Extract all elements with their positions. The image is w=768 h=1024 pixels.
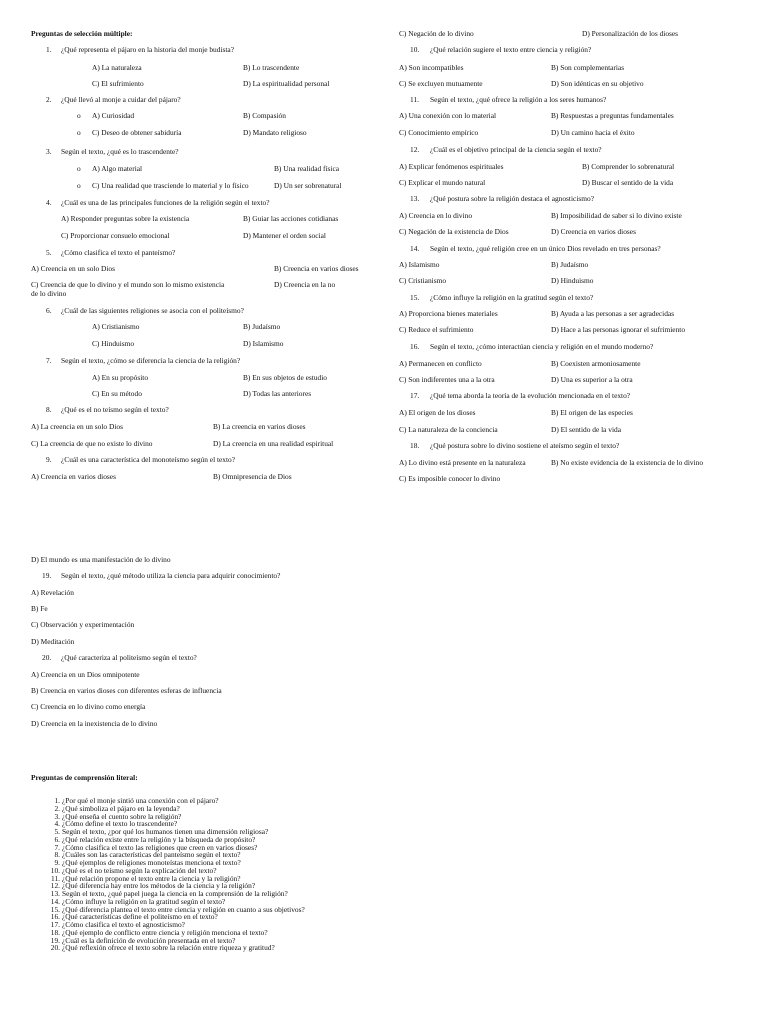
option-d: D) Hinduismo — [551, 276, 594, 285]
question-text: ¿Qué llevó al monje a cuidar del pájaro? — [61, 95, 181, 104]
option-c: C) Una realidad que trasciende lo material y lo físico — [92, 181, 249, 190]
list-item-number: 1. — [54, 796, 60, 805]
question-number: 11. — [410, 95, 419, 104]
option-a: A) Permanecen en conflicto — [399, 359, 482, 368]
option-a: A) Creencia en un Dios omnipotente — [31, 670, 140, 679]
option-b: B) Omnipresencia de Dios — [213, 472, 292, 481]
option-a: A) Algo material — [92, 164, 143, 173]
question-text: ¿Qué postura sobre la religión destaca el agnosticismo? — [430, 194, 594, 203]
option-d: D) Todas las anteriores — [243, 389, 312, 398]
option-c: C) Es imposible conocer lo divino — [399, 474, 501, 483]
option-c: C) Negación de la existencia de Dios — [399, 227, 509, 236]
option-b: B) No existe evidencia de la existencia de lo divino — [551, 458, 704, 467]
option-b: B) Ayuda a las personas a ser agradecidas — [551, 309, 675, 318]
list-item-text: ¿Qué simboliza el pájaro en la leyenda? — [62, 803, 180, 813]
option-d: D) Islamismo — [243, 339, 284, 348]
option-b: B) Creencia en varios dioses — [274, 264, 359, 273]
option-c: C) La naturaleza de la conciencia — [399, 425, 498, 434]
option-b: B) Una realidad física — [274, 164, 340, 173]
question-number: 9. — [46, 455, 52, 464]
list-item-number: 5. — [54, 827, 60, 836]
bullet-icon: o — [77, 128, 81, 137]
option-b: B) Guiar las acciones cotidianas — [243, 214, 339, 223]
question-text: ¿Cuál es el objetivo principal de la ciencia según el texto? — [430, 145, 602, 154]
list-item-text: ¿Qué relación existe entre la religión y la búsqueda de propósito? — [62, 834, 256, 844]
option-b: B) Comprender lo sobrenatural — [582, 162, 675, 171]
option-a: A) Explicar fenómenos espirituales — [399, 162, 504, 171]
option-d: D) Mantener el orden social — [243, 231, 326, 240]
list-item-number: 8. — [54, 850, 60, 860]
question-text: Según el texto, ¿qué método utiliza la ciencia para adquirir conocimiento? — [61, 571, 281, 580]
option-c: C) Observación y experimentación — [31, 620, 135, 629]
question-text: ¿Qué relación sugiere el texto entre ciencia y religión? — [430, 45, 592, 54]
question-number: 4. — [46, 198, 52, 207]
option-c: C) La creencia de que no existe lo divino — [31, 439, 153, 448]
list-item-text: ¿Cómo clasifica el texto el agnosticismo? — [62, 920, 185, 929]
question-text: ¿Qué caracteriza al politeísmo según el texto? — [61, 653, 197, 662]
list-item-text: ¿Qué relación propone el texto entre la ciencia y la religión? — [62, 873, 241, 883]
question-number: 2. — [46, 95, 52, 104]
option-a: A) El origen de los dioses — [399, 408, 476, 417]
option-b: B) Judaísmo — [551, 260, 589, 269]
question-text: ¿Qué postura sobre lo divino sostiene el ateísmo según el texto? — [430, 441, 620, 450]
option-d: D) El mundo es una manifestación de lo divino — [31, 555, 171, 564]
option-d: D) Creencia en la no — [274, 280, 336, 289]
question-text: ¿Cuál es una de las principales funciones de la religión según el texto? — [61, 198, 270, 207]
option-c: C) Proporcionar consuelo emocional — [61, 231, 170, 240]
list-item — [46, 944, 376, 952]
option-d: D) La espiritualidad personal — [243, 79, 330, 88]
list-item-number: 19. — [50, 935, 60, 945]
option-d: D) Una es superior a la otra — [551, 375, 633, 384]
option-d: D) Mandato religioso — [243, 128, 307, 137]
list-item-text: Según el texto, ¿por qué los humanos tienen una dimensión religiosa? — [62, 827, 269, 836]
question-text: Según el texto, ¿cómo interactúan ciencia y religión en el mundo moderno? — [430, 342, 654, 351]
question-text: ¿Cuál de las siguientes religiones se asocia con el politeísmo? — [61, 306, 244, 315]
question-number: 16. — [410, 342, 420, 351]
option-a: A) Cristianismo — [92, 322, 140, 331]
option-a: A) Curiosidad — [92, 111, 135, 120]
list-item-text: ¿Por qué el monje sintió una conexión con el pájaro? — [62, 796, 219, 805]
question-number: 18. — [410, 441, 420, 450]
option-c: C) Hinduismo — [92, 339, 135, 348]
option-c: C) Negación de lo divino — [399, 29, 474, 38]
option-b: B) Lo trascendente — [243, 63, 300, 72]
list-item-number: 20. — [50, 943, 60, 953]
option-c: C) Creencia en lo divino como energía — [31, 702, 146, 711]
question-text: ¿Cuál es una característica del monoteísmo según el texto? — [61, 455, 236, 464]
option-a: A) La creencia en un solo Dios — [31, 422, 123, 431]
list-item-text: ¿Cuáles son las características del panteísmo según el texto? — [62, 850, 241, 860]
option-b: B) Imposibilidad de saber si lo divino existe — [551, 211, 682, 220]
option-a: A) Islamismo — [399, 260, 440, 269]
option-c: C) Cristianismo — [399, 276, 447, 285]
option-a: A) Proporciona bienes materiales — [399, 309, 498, 318]
option-d: D) Buscar el sentido de la vida — [582, 178, 674, 187]
question-text: ¿Cómo clasifica el texto el panteísmo? — [61, 248, 176, 257]
list-item-text: ¿Qué es el no teísmo según la explicación del texto? — [62, 865, 217, 875]
option-a: A) La naturaleza — [92, 63, 142, 72]
question-text: ¿Qué es el no teísmo según el texto? — [61, 405, 169, 414]
section-heading-multiple-choice: Preguntas de selección múltiple: — [31, 29, 133, 38]
option-b: B) El origen de las especies — [551, 408, 633, 417]
list-item-text: ¿Qué características define el politeísmo en el texto? — [62, 912, 218, 922]
option-c: C) Conocimiento empírico — [399, 128, 479, 137]
bullet-icon: o — [77, 164, 81, 173]
list-item-text: ¿Qué ejemplo de conflicto entre ciencia y religión menciona el texto? — [62, 927, 268, 937]
option-d: D) Hace a las personas ignorar el sufrimiento — [551, 325, 686, 334]
option-c: C) Se excluyen mutuamente — [399, 79, 483, 88]
option-a: A) Son incompatibles — [399, 63, 464, 72]
option-d: D) Son idénticas en su objetivo — [551, 79, 644, 88]
option-c: C) Reduce el sufrimiento — [399, 325, 474, 334]
list-item-text: ¿Cómo influye la religión en la gratitud según el texto? — [62, 896, 226, 906]
option-c: C) Creencia de que lo divino y el mundo son lo mismo existencia de lo divino — [31, 280, 225, 298]
question-number: 14. — [410, 244, 420, 253]
question-text: Según el texto, ¿cómo se diferencia la ciencia de la religión? — [61, 356, 241, 365]
option-a: A) Revelación — [31, 588, 74, 597]
question-number: 15. — [410, 293, 420, 302]
option-d: D) Un ser sobrenatural — [274, 181, 342, 190]
list-item-text: ¿Qué enseña el cuento sobre la religión? — [62, 811, 182, 821]
option-d: D) Creencia en la inexistencia de lo divino — [31, 719, 158, 728]
list-item-text: ¿Cuál es la definición de evolución presentada en el texto? — [62, 935, 236, 945]
list-item-text: ¿Qué reflexión ofrece el texto sobre la relación entre riqueza y gratitud? — [62, 943, 275, 953]
question-text: Según el texto, ¿qué religión cree en un único Dios revelado en tres personas? — [430, 244, 661, 253]
list-item-text: ¿Qué diferencia plantea el texto entre ciencia y religión en cuanto a sus objetivos? — [62, 904, 305, 914]
option-a: A) Lo divino está presente en la naturaleza — [399, 458, 526, 467]
question-text: Según el texto, ¿qué es lo trascendente? — [61, 147, 179, 156]
list-item-number: 10. — [50, 865, 60, 875]
option-c: C) Son indiferentes una a la otra — [399, 375, 495, 384]
list-item-text: ¿Cómo clasifica el texto las religiones que creen en varios dioses? — [62, 842, 258, 852]
question-number: 17. — [410, 391, 420, 400]
question-number: 1. — [46, 45, 52, 54]
option-a: A) Una conexión con lo material — [399, 111, 497, 120]
list-item-number: 15. — [50, 904, 60, 914]
question-number: 19. — [42, 571, 52, 580]
list-item-text: ¿Qué diferencia hay entre los métodos de la ciencia y la religión? — [62, 881, 256, 891]
option-a: A) Creencia en un solo Dios — [31, 264, 115, 273]
question-number: 8. — [46, 405, 52, 414]
list-item-text: ¿Qué ejemplos de religiones monoteístas menciona el texto? — [62, 858, 241, 867]
option-d: D) Personalización de los dioses — [582, 29, 679, 38]
option-b: B) La creencia en varios dioses — [213, 422, 306, 431]
list-item-number: 2. — [54, 803, 60, 813]
question-number: 10. — [410, 45, 420, 54]
list-item-number: 16. — [50, 912, 60, 922]
bullet-icon: o — [77, 181, 81, 190]
list-item-number: 3. — [54, 811, 60, 821]
list-item-number: 11. — [51, 873, 60, 883]
list-item-number: 13. — [50, 889, 60, 898]
question-text: ¿Qué representa el pájaro en la historia del monje budista? — [61, 45, 234, 54]
section-heading-literal: Preguntas de comprensión literal: — [31, 773, 138, 782]
option-c: C) Deseo de obtener sabiduría — [92, 128, 182, 137]
list-item-text: Según el texto, ¿qué papel juega la ciencia en la comprensión de la religión? — [62, 889, 288, 898]
list-item-text: ¿Cómo define el texto lo trascendente? — [62, 819, 178, 829]
option-b: B) Fe — [31, 604, 48, 613]
list-item-number: 18. — [50, 927, 60, 937]
question-number: 3. — [46, 147, 52, 156]
list-item-number: 12. — [50, 881, 60, 891]
option-d: D) Un camino hacia el éxito — [551, 128, 635, 137]
option-b: B) Respuestas a preguntas fundamentales — [551, 111, 674, 120]
option-d: D) La creencia en una realidad espiritual — [213, 439, 334, 448]
question-text: ¿Qué tema aborda la teoría de la evolución mencionada en el texto? — [430, 391, 631, 400]
bullet-icon: o — [77, 111, 81, 120]
question-text: ¿Cómo influye la religión en la gratitud según el texto? — [430, 293, 594, 302]
option-c: C) Explicar el mundo natural — [399, 178, 486, 187]
option-b: B) En sus objetos de estudio — [243, 373, 327, 382]
option-a: A) Creencia en varios dioses — [31, 472, 116, 481]
option-b: B) Creencia en varios dioses con diferentes esferas de influencia — [31, 686, 222, 695]
list-item-number: 9. — [54, 858, 60, 867]
option-a: A) En su propósito — [92, 373, 149, 382]
option-c: C) El sufrimiento — [92, 79, 144, 88]
option-d: D) El sentido de la vida — [551, 425, 621, 434]
option-d: D) Creencia en varios dioses — [551, 227, 636, 236]
list-item-number: 6. — [54, 834, 60, 844]
question-number: 5. — [46, 248, 52, 257]
option-b: B) Judaísmo — [243, 322, 281, 331]
option-c: C) En su método — [92, 389, 142, 398]
option-a: A) Responder preguntas sobre la existencia — [61, 214, 190, 223]
question-number: 6. — [46, 306, 52, 315]
question-number: 12. — [410, 145, 420, 154]
literal-question-list — [46, 797, 376, 952]
option-b: B) Compasión — [243, 111, 286, 120]
list-item-number: 4. — [54, 819, 60, 829]
option-b: B) Coexisten armoniosamente — [551, 359, 641, 368]
question-number: 13. — [410, 194, 420, 203]
list-item-number: 7. — [54, 842, 60, 852]
question-text: Según el texto, ¿qué ofrece la religión a los seres humanos? — [430, 95, 607, 104]
option-a: A) Creencia en lo divino — [399, 211, 473, 220]
list-item-number: 14. — [50, 896, 60, 906]
option-b: B) Son complementarias — [551, 63, 625, 72]
question-number: 7. — [46, 356, 52, 365]
question-number: 20. — [42, 653, 52, 662]
option-d: D) Meditación — [31, 637, 75, 646]
list-item-number: 17. — [50, 920, 60, 929]
